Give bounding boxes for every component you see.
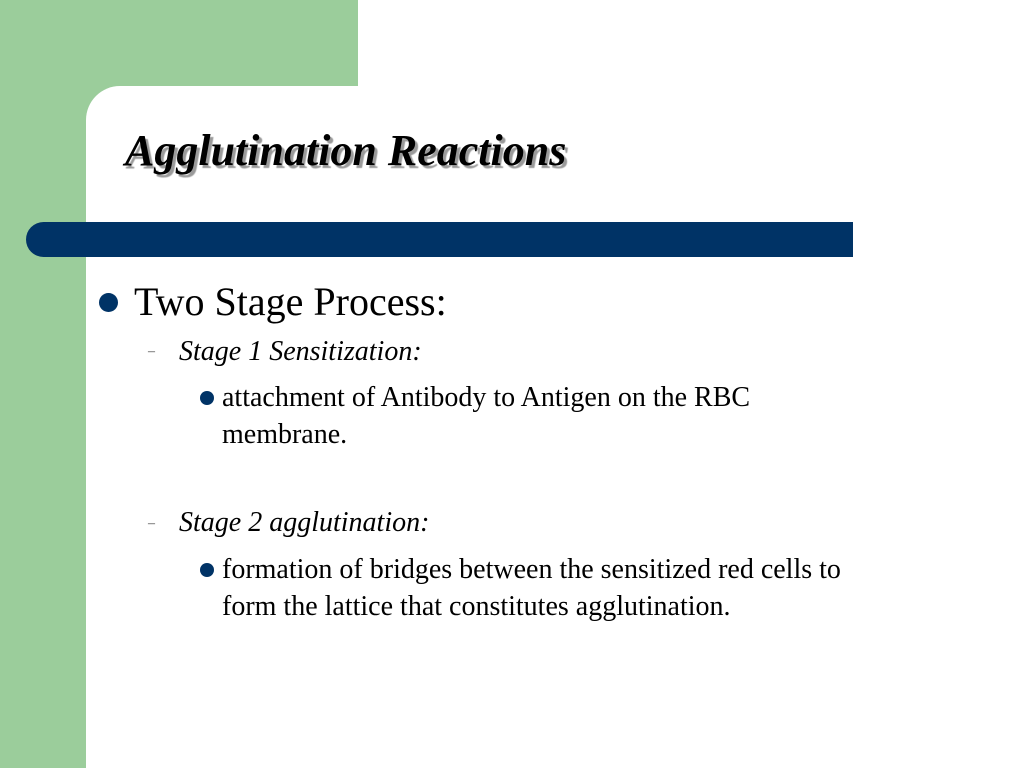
stage-2-label: Stage 2 agglutination: [179,507,430,538]
dash-bullet-icon: – [148,344,155,359]
slide-title: Agglutination Reactions [125,126,567,175]
bullet-dot-icon [200,391,214,405]
stage-2-detail: formation of bridges between the sensitized red cells to form the lattice that constitutes agglutination. [222,554,841,622]
bullet-dot-icon [200,563,214,577]
stage-1-label: Stage 1 Sensitization: [179,336,422,367]
main-bullet-text: Two Stage Process: [134,279,447,324]
dash-bullet-icon: – [148,516,155,531]
bullet-dot-icon [99,293,118,312]
stage-1-detail: attachment of Antibody to Antigen on the RBC membrane. [222,382,751,450]
